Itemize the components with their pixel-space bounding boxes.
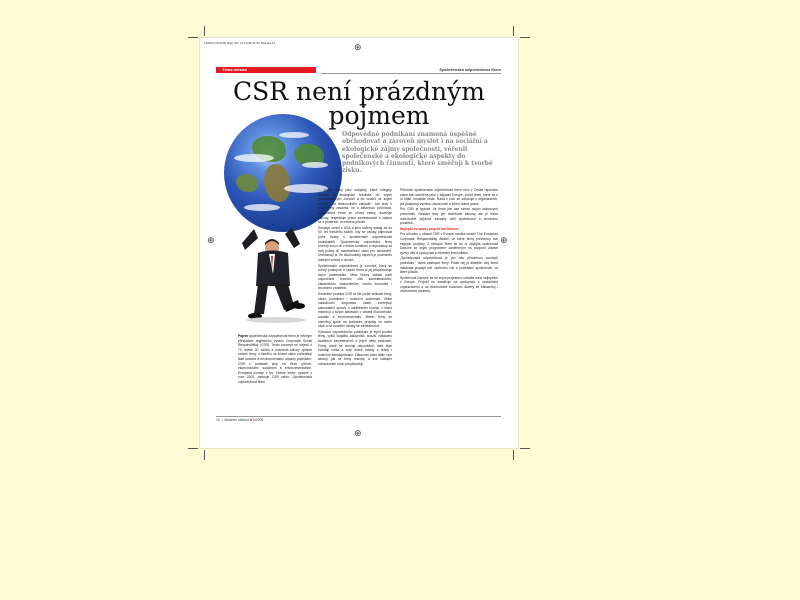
text-column [400,188,498,412]
registration-mark-icon: ⊕ [207,236,215,246]
crop-mark [188,37,198,38]
paragraph: Výhodou odpovědného podnikání je lepší pověst firmy, vyšší loajalita zákazníků, snazší získávání kvalitních zaměstnanců a jejich větší motivace. Firmy, které se chovají odpovědně, také lépe zvládají rizika a mají dobré vztahy s úřady i místními samosprávami. Zákazníci dnes stále více sledují, jak se firmy chovají, a své nákupní rozhodování tomu přizpůsobují. [318,329,392,366]
paragraph: Společnost Danone se se svým projektem umístila mezi nejlepšími v Evropě. Projekt se zaměřuje na spolupráci s nevládními organizacemi a na dlouhodobé budování důvěry se zákazníky i obchodními partnery. [400,275,498,294]
issue-number: 6/2009 [252,418,264,422]
paragraph: Společenská odpovědnost je koncept, který se rozvíjí postupně a každá firma si jej přizpůsobuje svým podmínkám. Mezi hlavní oblasti patří odpovědné chování vůči zaměstnancům, zákazníkům, dodavatelům, místní komunitě i životnímu prostředí. [318,263,392,291]
drop-word: Pojem [238,334,248,338]
paragraph: Koncept vznikl v USA a jeho kořeny sahají až do 50. let minulého století, kdy se začaly objevovat první úvahy o společenské odpovědnosti podnikatelů. Společensky odpovědné firmy vnímají svou roli v širším kontextu a nepovažují za svůj jediný cíl maximalizaci zisku pro akcionáře. Uvědomují si, že dlouhodobý úspěch je podmíněn dobrými vztahy s okolím. [318,225,392,262]
print-slug: TEHKO 06-2009 (EH) SO. 21:13:48 11:00 Strânka 14 [204,41,276,45]
page-number: 14 [216,418,220,422]
section-label: Téma měsíce [222,67,248,72]
crop-mark [513,26,514,36]
paragraph: Konkrétní podoba CSR se liší podle velikosti firmy, oboru podnikání i místních podmínek. Velké nadnárodní korporace často zveřejňují samostatné zprávy o udržitelném rozvoji, v nichž informují o svých aktivitách v oblasti ekonomické, sociální a environmentální. Menší firmy se zaměřují spíše na konkrétní projekty ve svém okolí a na korektní vztahy se zaměstnanci. [318,292,392,329]
crop-mark [513,450,514,460]
registration-mark-icon: ⊕ [354,429,362,439]
registration-mark-icon: ⊕ [500,236,508,246]
magazine-name: Moderní obchod [224,418,249,422]
subheading: Nejlepší evropský projekt má Danone [400,226,459,231]
topic-label: Společenská odpovědnost firem [439,67,501,72]
title-line: CSR není prázdným [233,77,485,106]
magazine-page [200,38,518,448]
paragraph: Pro CSR je typické, že firma jde nad rámec svých zákonných povinností. Nestačí tedy jen dodržovat zákony, ale je třeba dobrovolně přijmout závazky vůči společnosti a životnímu prostředí. [400,207,498,226]
text-column [318,188,392,412]
registration-mark-icon: ⊕ [354,43,362,53]
footer-rule [216,416,501,417]
crop-mark [520,448,530,449]
paragraph: Přestože společenská odpovědnost firem není v České republice zatím tak rozšířena jako v západní Evropě, počet firem, které se k ní hlásí, neustále roste. Řada z nich se sdružuje v organizacích, jež podporují výměnu zkušeností a šíření dobré praxe. [400,188,498,206]
paragraph: Pro síťování v oblasti CSR v Evropě vznikla soutěž The European Corporate Responsibility Award, ve které firmy prezentují své nejlepší projekty. Z českých firem se do ní zapojila společnost Danone se svým programem zaměřeným na podporu zdravé výživy dětí a spolupráci s místními komunitami. [400,232,498,255]
crop-mark [204,26,205,36]
issue-marker: ■ [249,418,252,422]
article-lead: Odpovědné podnikání znamená úspěšně obchodovat a zároveň myslet i na sociální a ekologické zájmy společnosti, věřenit společenské a ekologické aspekty do podnikových činností, které směřují k tvorbě zisku. [342,131,493,175]
page-footer: 14 | Moderní obchod ■ 6/2009 [216,418,264,422]
crop-mark [204,450,205,460]
crop-mark [520,37,530,38]
paragraph: společenská odpovědnost firem je běžným překladem anglického výrazu Corporate Social Responsibility (CSR). Tento koncept se objevil v 70. letech 20. století a znamená takový způsob vedení firmy, u kterého se kromě zisku zohledňují také sociální a environmentální dopady podnikání. CSR v podstatě stojí na třech pilířích: ekonomickém, sociálním a environmentálním. Evropská komise v tzv. Zelené knize, vydané v roce 2001, definuje CSR takto: „Společenská odpovědnost firem [238,334,312,384]
paragraph: „Společenská odpovědnost je pro nás přirozenou součástí podnikání,“ uvedl zástupce firmy. Podle něj je důležité, aby firma dokázala propojit své obchodní cíle s potřebami společnosti, ve které působí. [400,256,498,275]
title-line: pojmem [328,101,430,130]
crop-mark [188,448,198,449]
paragraph: ... chápe firmy jako subjekty, které integrují sociální a ekologické hlediska do svých podnikatelských činností a do vztahů se svými partnery na dobrovolném základě.“ Jde tedy o dobrovolný závazek, ne o zákonnou povinnost. Odpovědná firma se chová eticky, dodržuje zákony, respektuje práva zaměstnanců a zajímá se o prostředí, ve kterém působí. [318,188,392,225]
text-column-intro [238,334,312,386]
